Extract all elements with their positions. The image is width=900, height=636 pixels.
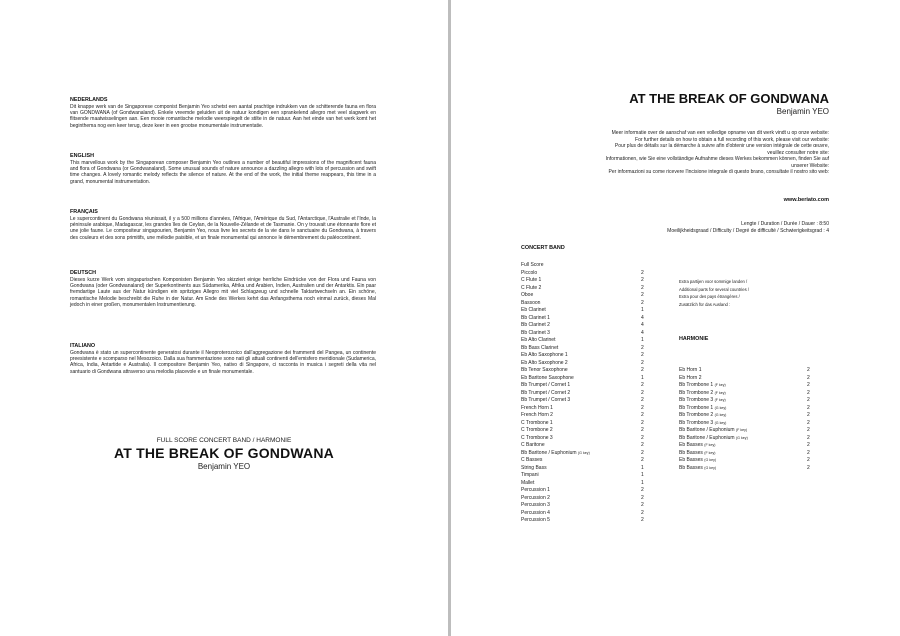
instrument-row — [521, 345, 651, 353]
instrument-name: Bb Bass Clarinet — [521, 344, 559, 351]
instrument-name: Bb Trombone 1 — [679, 382, 714, 388]
instrument-key: (F key) — [714, 383, 726, 387]
instrument-key: (G key) — [714, 420, 727, 425]
instrument-name: Eb Clarinet — [521, 307, 546, 313]
piece-title: AT THE BREAK OF GONDWANA — [629, 91, 829, 106]
instrument-quantity: 2 — [807, 427, 810, 433]
language-heading: DEUTSCH — [70, 270, 97, 276]
instrument-name: C Trombone 2 — [521, 427, 553, 433]
instrument-quantity: 2 — [807, 464, 810, 471]
instrument-row — [521, 367, 651, 375]
instrument-quantity: 2 — [641, 352, 644, 358]
instrument-quantity: 2 — [641, 434, 644, 441]
instrument-row — [521, 412, 651, 420]
instrument-row — [679, 390, 819, 398]
instrument-name: Bb Basses — [679, 449, 703, 456]
instrument-row — [521, 337, 651, 345]
instrument-quantity: 2 — [641, 299, 644, 306]
language-block-french — [70, 209, 376, 241]
language-text: Gondwana è stato un supercontinente generatosi durante il Neoproterozoico dall'aggregazione dei frammenti del Pangea, un continente preesistente e scomparso nel Mesozoico. Dalla sua frammentazione sono nati gli attuali continenti dell'emisfero meridionale (Sudamerica, Africa, India, Antartide e Australia). Il compositore Benjamin Yeo, nativo di Singapore, ci racconta in musica i segreti della vita nel santuario di Gondwana attraverso una melodia placevole e un finale monumentale. — [70, 350, 376, 375]
extra-parts-line: Additional parts for several countries / — [679, 286, 750, 292]
instrument-row — [521, 420, 651, 428]
instrument-name: Bb Clarinet 2 — [521, 322, 550, 328]
instrument-name: Oboe — [521, 292, 534, 298]
instrument-row — [521, 442, 651, 450]
instrument-quantity: 4 — [641, 314, 644, 321]
instrument-quantity: 2 — [641, 487, 644, 493]
extra-parts-line: Zusätzlich für das Ausland : — [679, 301, 731, 307]
instrument-row — [679, 427, 819, 435]
full-score-subtitle: FULL SCORE CONCERT BAND / HARMONIE — [156, 437, 292, 444]
instrument-key: (G key) — [714, 413, 727, 417]
info-line: For further details on how to obtain a full recording of this work, please visit our website: — [635, 136, 829, 143]
extra-parts-note — [679, 278, 749, 308]
instrument-key: (F key) — [714, 390, 726, 395]
instrument-name: C Flute 1 — [521, 277, 542, 283]
instrument-quantity: 2 — [641, 442, 644, 448]
instrument-quantity: 4 — [641, 322, 644, 328]
instrument-name: C Trombone 1 — [521, 419, 553, 426]
instrument-name: Piccolo — [521, 269, 538, 276]
instrument-quantity: 2 — [807, 404, 810, 411]
instrument-row — [521, 427, 651, 435]
instrument-quantity: 2 — [641, 412, 644, 418]
instrument-row — [521, 330, 651, 338]
instrument-quantity: 2 — [807, 367, 810, 373]
instrument-row — [521, 277, 651, 285]
language-text: Dit knappe werk van de Singaporese componist Benjamin Yeo schetst een aantal prachtige indrukken van de schitterende fauna en flora van GONDWANA (of Gondwanaland). Enkele vreemde geluiden uit de natuur kondigen een sprankelend allegro met veel slagwerk en flitsende maatwisselingen aan. Een mooie romantische melodie weerspiegelt de stilte in de natuur. Aan het einde van het werk komt het beginthema nog een keer terug, deze keer in een grootse monumentale instrumentatie. — [70, 104, 376, 129]
instrument-name: Bb Trombone 3 — [679, 397, 714, 403]
instrument-name: Bb Trumpet / Cornet 1 — [521, 382, 571, 388]
instrument-name: Bb Trombone 2 — [679, 412, 714, 418]
instrument-quantity: 2 — [641, 457, 644, 463]
extra-parts-line: Extra partijen voor sommige landen / — [679, 279, 748, 284]
instrument-quantity: 2 — [641, 389, 644, 396]
instrument-name: String Bass — [521, 464, 547, 471]
harmonie-list — [679, 367, 819, 472]
instrument-row — [521, 450, 651, 458]
instrument-name: Bb Trumpet / Cornet 3 — [521, 397, 571, 403]
page-right — [451, 0, 900, 636]
instrument-quantity: 2 — [641, 449, 644, 456]
language-block-italian — [70, 343, 376, 375]
instrument-name: Eb Alto Saxophone 2 — [521, 359, 568, 366]
instrument-name: Timpani — [521, 472, 539, 478]
instrument-name: Mallet — [521, 479, 535, 486]
instrument-name: Percussion 4 — [521, 509, 550, 516]
instrument-row — [679, 367, 819, 375]
language-text: Dieses kurze Werk vom singapurischen Komponisten Benjamin Yeo skizziert einige herrliche Eindrücke von der Flora und Fauna von Gondwana (oder Gondwanaland) der Superkontinents aus Südamerika, Afrika und Arabien, Indien, Australien und der Antarktis. Ein paar fremdartige Laute aus der Natur kündigen ein spritziges Allegro mit viel Schlagzeug und schnelle Taktartwechseln an. Ein schöne, romantische Melodie beschreibt die Ruhe in der Natur. Am Ende des Werkes kehrt das Anfangsthema noch einmal zurück, dieses Mal jedoch in einer großen, monumentalen Instrumentierung. — [70, 277, 376, 308]
info-line: unserer Website: — [791, 162, 829, 169]
instrument-row — [679, 465, 819, 473]
instrument-name: Eb Horn 2 — [679, 374, 702, 381]
harmonie-heading: HARMONIE — [679, 336, 709, 342]
instrument-quantity: 1 — [641, 472, 644, 478]
instrument-name: Bb Trombone 1 — [679, 404, 714, 411]
instrument-name: Bb Trumpet / Cornet 2 — [521, 389, 571, 396]
language-block-german — [70, 270, 376, 308]
instrument-name: Eb Horn 1 — [679, 367, 702, 373]
instrument-key: (G key) — [714, 405, 727, 410]
instrument-name: Bb Clarinet 3 — [521, 329, 550, 336]
instrument-row — [521, 390, 651, 398]
instrument-name: Bb Clarinet 1 — [521, 314, 550, 321]
instrument-quantity: 2 — [641, 509, 644, 516]
instrument-quantity: 2 — [807, 389, 810, 396]
instrument-quantity: 2 — [641, 284, 644, 291]
instrument-name: Bb Baritone / Euphonium — [679, 434, 735, 441]
instrument-key: (G key) — [704, 465, 717, 470]
instrument-quantity: 2 — [641, 427, 644, 433]
instrument-quantity: 2 — [807, 382, 810, 388]
instrument-name: Eb Basses — [679, 457, 703, 463]
instrument-row — [521, 292, 651, 300]
extra-parts-line: Extra pour des pays étrangères / — [679, 294, 740, 299]
instrument-quantity: 2 — [641, 359, 644, 366]
instrument-row — [679, 382, 819, 390]
instrument-quantity: 1 — [641, 337, 644, 343]
instrument-quantity: 2 — [641, 494, 644, 501]
instrument-key: (F key) — [714, 398, 726, 402]
instrument-name: Bb Trombone 3 — [679, 419, 714, 426]
instrument-name: C Baritone — [521, 442, 545, 448]
instrument-name: Eb Alto Saxophone 1 — [521, 352, 568, 358]
instrument-quantity: 1 — [641, 464, 644, 471]
instrument-name: Eb Basses — [679, 442, 703, 448]
instrument-row — [521, 435, 651, 443]
instrument-row — [521, 487, 651, 495]
instrument-row — [521, 405, 651, 413]
piece-composer: Benjamin YEO — [776, 107, 829, 116]
instrument-quantity: 1 — [641, 307, 644, 313]
instrument-name: Bassoon — [521, 299, 541, 306]
instrument-row — [679, 420, 819, 428]
instrument-quantity: 1 — [641, 374, 644, 381]
instrument-row — [679, 375, 819, 383]
instrument-name: Bb Baritone / Euphonium — [679, 427, 735, 433]
instrument-row — [521, 382, 651, 390]
instrument-row — [521, 465, 651, 473]
instrument-row — [679, 435, 819, 443]
instrument-row — [521, 307, 651, 315]
instrument-quantity: 2 — [641, 292, 644, 298]
instrument-quantity: 2 — [641, 269, 644, 276]
language-text: Le supercontinent du Gondwana réunissait, il y a 500 millions d'années, l'Afrique, l'Amérique du Sud, l'Antarctique, l'Australie et l'Inde, la péninsule arabique, Madagascar, les grandes îles de Ceylan, de la Nouvelle-Zélande et de Tasmanie. On y trouvait une étonnante flore et une jolie faune. Le compositeur singapourien, Benjamin Yeo, nous livre les secrets de la vie dans le sanctuaire du Gondwana, à travers des couleurs et des sons primitifs, une mélodie paisible, et un finale monumental qui annonce le démembrement du paléocontinent. — [70, 216, 376, 241]
instrument-quantity: 2 — [641, 404, 644, 411]
instrument-quantity: 2 — [807, 397, 810, 403]
instrument-quantity: 2 — [641, 382, 644, 388]
instrument-row — [521, 495, 651, 503]
instrument-quantity: 2 — [641, 397, 644, 403]
instrument-quantity: 2 — [807, 449, 810, 456]
language-block-dutch — [70, 97, 376, 129]
instrument-name: Percussion 2 — [521, 494, 550, 501]
instrument-name: French Horn 1 — [521, 404, 553, 411]
instrument-quantity: 2 — [641, 344, 644, 351]
info-line: Meer informatie over de aanschaf van een volledige opname van dit werk vindt u op onze website: — [611, 130, 829, 136]
info-line: veuillez consulter notre site: — [767, 149, 829, 156]
info-line: Informationen, wie Sie eine vollständige Aufnahme dieses Werkes bekommen können, finden Sie auf — [605, 156, 829, 162]
instrument-quantity: 2 — [641, 419, 644, 426]
instrument-name: Bb Tenor Saxophone — [521, 367, 568, 373]
instrument-row — [521, 270, 651, 278]
instrument-row — [521, 285, 651, 293]
full-score-title: AT THE BREAK OF GONDWANA — [114, 445, 334, 461]
instrument-name: C Flute 2 — [521, 284, 542, 291]
instrument-quantity: 2 — [807, 419, 810, 426]
instrument-row — [521, 510, 651, 518]
instrument-name: Eb Alto Clarinet — [521, 337, 556, 343]
instrument-name: French Horn 2 — [521, 412, 553, 418]
full-score-composer: Benjamin YEO — [197, 462, 251, 471]
instrument-row — [679, 450, 819, 458]
instrument-key: (F key) — [704, 450, 716, 455]
instrument-row — [521, 322, 651, 330]
language-heading: FRANÇAIS — [70, 209, 98, 215]
language-heading: NEDERLANDS — [70, 97, 108, 103]
instrument-row — [521, 397, 651, 405]
instrument-row — [521, 375, 651, 383]
instrument-name: Eb Baritone Saxophone — [521, 374, 574, 381]
instrument-row — [521, 352, 651, 360]
instrument-row — [679, 405, 819, 413]
instrument-quantity: 2 — [641, 277, 644, 283]
length-text: Lengte / Duration / Durée / Dauer : 8:50 — [741, 221, 829, 227]
instrument-quantity: 2 — [641, 502, 644, 508]
instrument-name: Bb Basses — [679, 464, 703, 471]
instrument-row — [521, 457, 651, 465]
instrument-name: Bb Trombone 2 — [679, 389, 714, 396]
instrument-quantity: 4 — [641, 329, 644, 336]
instrument-name: Full Score — [521, 262, 544, 268]
info-line: Per informazioni su come ricevere l'incisione integrale di questo brano, consultate il nostro sito web: — [608, 169, 829, 175]
instrument-quantity: 2 — [807, 412, 810, 418]
instrument-row — [521, 472, 651, 480]
instrument-row — [521, 300, 651, 308]
info-line: Pour plus de détails sur la démarche à suivre afin d'obtenir une version intégrale de cette œuvre, — [614, 143, 829, 149]
instrument-name: C Trombone 3 — [521, 434, 553, 441]
length-difficulty — [667, 221, 829, 234]
instrument-quantity: 2 — [641, 367, 644, 373]
instrument-quantity: 1 — [641, 479, 644, 486]
language-heading: ITALIANO — [70, 343, 96, 349]
concert-band-list — [521, 262, 651, 525]
instrument-quantity: 2 — [807, 442, 810, 448]
instrument-row — [679, 442, 819, 450]
difficulty-text: Moeilijkheidsgraad / Difficulty / Degré de difficulté / Schwierigkeitsgrad : 4 — [667, 227, 829, 234]
instrument-row — [521, 480, 651, 488]
language-text: This marvellous work by the Singaporean composer Benjamin Yeo outlines a number of beautiful impressions of the magnificent fauna and flora of Gondwana (or Gondwanaland). Some unusual sounds of nature announce a dazzling allegro with lots of percussion and swift time changes. A lovely romantic melody reflects the silence of nature. At the end of the work, the initial theme reappears, this time in a grand, monumental instrumentation. — [70, 160, 376, 185]
instrument-name: Bb Baritone / Euphonium — [521, 449, 577, 456]
instrument-row — [521, 360, 651, 368]
instrument-quantity: 2 — [807, 374, 810, 381]
instrument-key: (F key) — [704, 443, 716, 447]
instrument-name: Percussion 1 — [521, 487, 550, 493]
instrument-quantity: 2 — [807, 434, 810, 441]
instrument-row — [521, 502, 651, 510]
website-link[interactable]: www.beriato.com — [783, 197, 829, 203]
language-block-english — [70, 153, 376, 185]
recording-info — [509, 130, 829, 176]
instrument-row — [521, 517, 651, 525]
instrument-key: (G key) — [577, 450, 590, 455]
instrument-name: Percussion 5 — [521, 517, 550, 523]
concert-band-heading: CONCERT BAND — [521, 245, 565, 251]
instrument-row — [679, 457, 819, 465]
language-heading: ENGLISH — [70, 153, 94, 159]
instrument-key: (G key) — [704, 458, 717, 462]
instrument-key: (F key) — [735, 428, 748, 432]
page-left — [0, 0, 448, 636]
instrument-row — [521, 315, 651, 323]
instrument-key: (G key) — [735, 435, 748, 440]
instrument-row — [679, 397, 819, 405]
instrument-row — [521, 262, 651, 270]
instrument-name: Percussion 3 — [521, 502, 550, 508]
instrument-name: C Basses — [521, 457, 543, 463]
instrument-quantity: 2 — [641, 517, 644, 523]
instrument-quantity: 2 — [807, 457, 810, 463]
instrument-row — [679, 412, 819, 420]
